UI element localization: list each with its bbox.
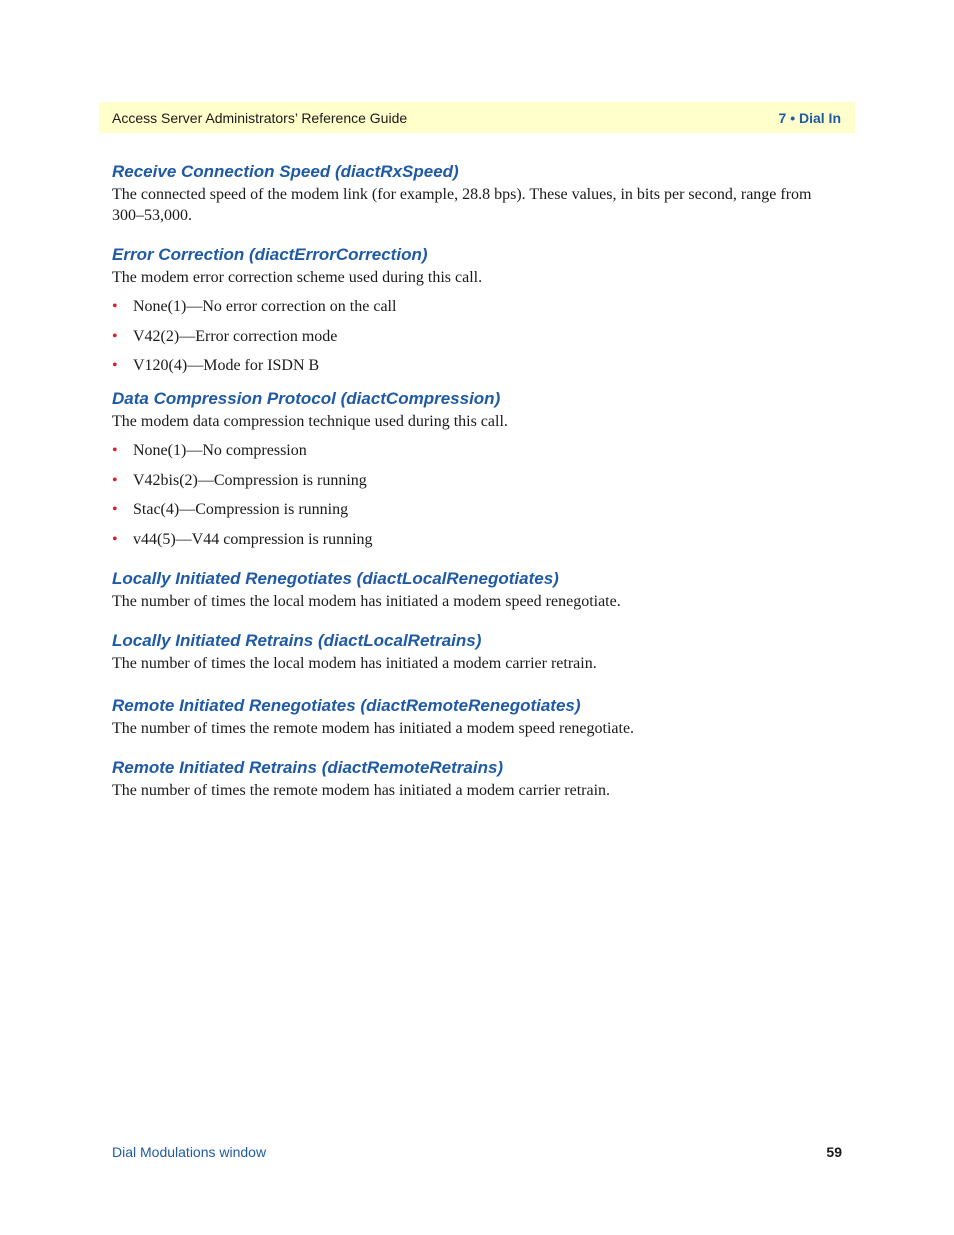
list-item: • None(1)—No compression xyxy=(112,442,307,459)
section-remote-initiated-renegotiates xyxy=(112,694,842,739)
bullet-icon: • xyxy=(112,442,118,459)
section-heading: Data Compression Protocol (diactCompression) xyxy=(112,389,501,408)
list-item: • V120(4)—Mode for ISDN B xyxy=(112,357,320,374)
section-heading: Locally Initiated Retrains (diactLocalRetrains) xyxy=(112,630,482,650)
list-item: • V42bis(2)—Compression is running xyxy=(112,471,367,489)
bullet-icon: • xyxy=(112,357,118,374)
section-locally-initiated-retrains xyxy=(112,629,842,674)
section-heading: Receive Connection Speed (diactRxSpeed) xyxy=(112,162,459,181)
bullet-icon: • xyxy=(112,327,118,345)
section-body: The number of times the local modem has initiated a modem speed renegotiate. xyxy=(112,592,621,610)
guide-title: Access Server Administrators’ Reference Guide xyxy=(112,109,408,126)
section-locally-initiated-renegotiates xyxy=(112,567,842,612)
list-item: • v44(5)—V44 compression is running xyxy=(112,530,373,548)
section-remote-initiated-retrains xyxy=(112,756,842,801)
bullet-icon: • xyxy=(112,501,118,518)
section-heading: Remote Initiated Renegotiates (diactRemoteRenegotiates) xyxy=(112,695,581,715)
page-number: 59 xyxy=(826,1144,842,1160)
section-body: The modem error correction scheme used during this call. xyxy=(112,269,483,286)
section-data-compression-protocol xyxy=(112,387,842,550)
chapter-label: 7 • Dial In xyxy=(778,109,841,126)
section-body: The number of times the remote modem has initiated a modem carrier retrain. xyxy=(112,781,611,799)
section-body: The modem data compression technique used during this call. xyxy=(112,413,508,430)
bullet-icon: • xyxy=(112,530,118,548)
bullet-list xyxy=(112,440,842,550)
bullet-icon: • xyxy=(112,298,118,315)
footer-section-name: Dial Modulations window xyxy=(112,1144,267,1160)
section-body: The number of times the local modem has initiated a modem carrier retrain. xyxy=(112,654,597,672)
section-heading: Locally Initiated Renegotiates (diactLocalRenegotiates) xyxy=(112,568,559,588)
section-heading: Error Correction (diactErrorCorrection) xyxy=(112,245,428,264)
running-header xyxy=(99,102,855,133)
list-item: • None(1)—No error correction on the call xyxy=(112,298,397,315)
list-item: • V42(2)—Error correction mode xyxy=(112,327,338,345)
bullet-icon: • xyxy=(112,471,118,489)
section-body: The number of times the remote modem has initiated a modem speed renegotiate. xyxy=(112,719,635,737)
section-error-correction xyxy=(112,243,842,376)
section-receive-connection-speed xyxy=(112,160,842,226)
section-body: The connected speed of the modem link (for example, 28.8 bps). These values, in bits per second, range from 300–53,000. xyxy=(112,186,812,224)
section-heading: Remote Initiated Retrains (diactRemoteRetrains) xyxy=(112,757,504,777)
page-content xyxy=(112,160,842,801)
bullet-list xyxy=(112,296,842,376)
list-item: • Stac(4)—Compression is running xyxy=(112,501,349,518)
